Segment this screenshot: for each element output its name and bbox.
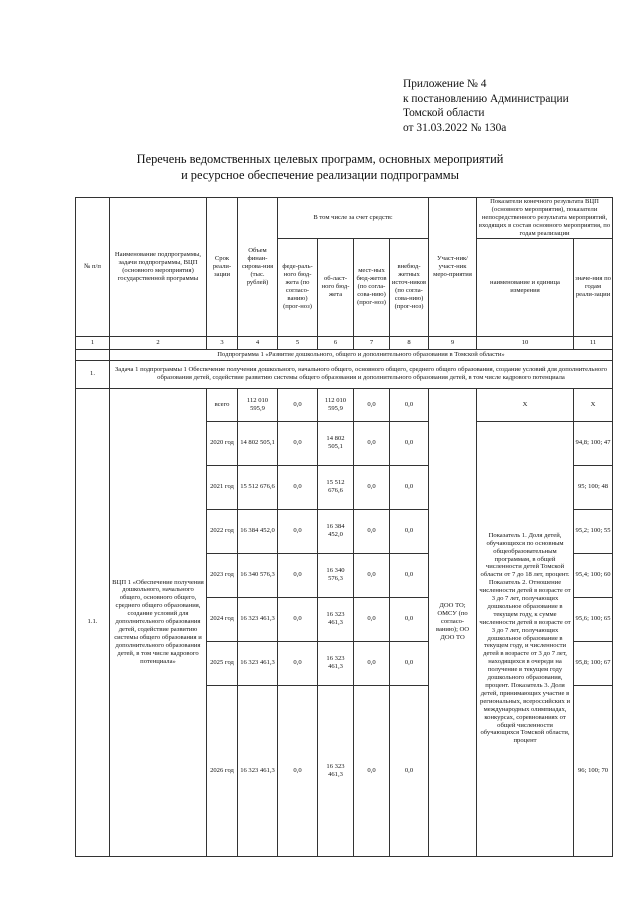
row-volume: 16 323 461,3 [238, 685, 278, 856]
row-term: 2025 год [207, 641, 238, 685]
row-local: 0,0 [354, 421, 390, 465]
item-name: ВЦП 1 «Обеспечение получения дошкольного, начального общего, основного общего, среднего общего образования, создание условий для дополнительного образования детей, содействие развитию системы общего образования и дополнительного образования детей, в том числе кадрового потенциала» [110, 388, 207, 856]
row-values: 95,2; 100; 55 [574, 509, 613, 553]
header-indicator-name: наименование и единица измерения [477, 238, 574, 336]
task-number: 1. [76, 360, 110, 388]
row-extra: 0,0 [390, 509, 429, 553]
header-extra: внебюд-жетных источ-ников (по согла-сова-нию) (прог-ноз) [390, 238, 429, 336]
subprogram-row [76, 349, 613, 360]
col-number: 7 [354, 336, 390, 349]
task-row [76, 360, 613, 388]
row-local: 0,0 [354, 553, 390, 597]
row-regional: 15 512 676,6 [318, 465, 354, 509]
appendix-line-2: к постановлению Администрации [403, 92, 569, 105]
row-values: 95,8; 100; 67 [574, 641, 613, 685]
row-federal: 0,0 [278, 553, 318, 597]
header-term: Срок реали-зации [207, 198, 238, 337]
row-local: 0,0 [354, 597, 390, 641]
header-regional: об-ласт-ного бюд-жета [318, 238, 354, 336]
row-regional: 16 323 461,3 [318, 641, 354, 685]
participant: ДОО ТО; ОМСУ (по согласо-ванию); ОО ДОО ТО [429, 388, 477, 856]
row-extra: 0,0 [390, 388, 429, 421]
row-regional: 112 010 595,9 [318, 388, 354, 421]
row-values: X [574, 388, 613, 421]
row-volume: 16 323 461,3 [238, 641, 278, 685]
subprogram-title: Подпрограмма 1 «Развитие дошкольного, общего и дополнительного образования в Томской области» [110, 349, 613, 360]
row-term: 2021 год [207, 465, 238, 509]
row-federal: 0,0 [278, 509, 318, 553]
row-extra: 0,0 [390, 553, 429, 597]
row-term: 2022 год [207, 509, 238, 553]
row-federal: 0,0 [278, 641, 318, 685]
col-number: 9 [429, 336, 477, 349]
appendix-header [403, 77, 569, 135]
row-local: 0,0 [354, 509, 390, 553]
row-extra: 0,0 [390, 685, 429, 856]
row-federal: 0,0 [278, 597, 318, 641]
row-regional: 16 340 576,3 [318, 553, 354, 597]
appendix-line-1: Приложение № 4 [403, 78, 487, 90]
item-number: 1.1. [76, 388, 110, 856]
col-number: 11 [574, 336, 613, 349]
col-number: 2 [110, 336, 207, 349]
row-local: 0,0 [354, 685, 390, 856]
row-term: 2023 год [207, 553, 238, 597]
row-federal: 0,0 [278, 685, 318, 856]
row-volume: 16 384 452,0 [238, 509, 278, 553]
row-volume: 16 323 461,3 [238, 597, 278, 641]
column-numbers-row [76, 336, 613, 349]
row-regional: 14 802 505,1 [318, 421, 354, 465]
header-num: № п/п [76, 198, 110, 337]
row-regional: 16 323 461,3 [318, 685, 354, 856]
row-values: 94,8; 100; 47 [574, 421, 613, 465]
row-term: 2020 год [207, 421, 238, 465]
indicator-text: Показатель 1. Доля детей, обучающихся по основным общеобразовательным программам, в общей численности детей Томской области от 7 до 18 лет, процент. Показатель 2. Отношение численности детей в возрасте от 3 до 7 лет, получающих дошкольное образование в текущем году, к сумме численности детей в возрасте от 3 до 7 лет, получающих дошкольное образование в текущем году, и численности детей в возрасте от 3 до 7 лет, находящихся в очереди на получение в текущем году дошкольного образования, процент. Показатель 3. Доля детей, принимающих участие в региональных, всероссийских и международных олимпиадах, конкурсах, соревнованиях от общей численности обучающихся Томской области, процент [477, 421, 574, 856]
row-term: всего [207, 388, 238, 421]
row-values: 95,6; 100; 65 [574, 597, 613, 641]
row-volume: 14 802 505,1 [238, 421, 278, 465]
col-number: 6 [318, 336, 354, 349]
header-volume: Объем финан-сирова-ния (тыс. рублей) [238, 198, 278, 337]
row-extra: 0,0 [390, 641, 429, 685]
col-number: 1 [76, 336, 110, 349]
page-title [0, 152, 640, 183]
row-regional: 16 384 452,0 [318, 509, 354, 553]
indicator-x: X [477, 388, 574, 421]
header-indicators: Показатели конечного результата ВЦП (основного мероприятия), показатели непосредственного результата мероприятий, входящих в состав основного мероприятия, по годам реализации [477, 198, 613, 239]
row-local: 0,0 [354, 388, 390, 421]
programs-table [75, 197, 613, 857]
header-federal: феде-раль-ного бюд-жета (по согласо-ванию) (прог-ноз) [278, 238, 318, 336]
row-federal: 0,0 [278, 421, 318, 465]
appendix-line-3: Томской области [403, 107, 485, 119]
header-indicator-values: значе-ния по годам реали-зации [574, 238, 613, 336]
appendix-line-4: от 31.03.2022 № 130а [403, 121, 507, 134]
row-local: 0,0 [354, 465, 390, 509]
row-values: 95,4; 100; 60 [574, 553, 613, 597]
row-volume: 16 340 576,3 [238, 553, 278, 597]
row-volume: 15 512 676,6 [238, 465, 278, 509]
row-values: 96; 100; 70 [574, 685, 613, 856]
row-local: 0,0 [354, 641, 390, 685]
task-text: Задача 1 подпрограммы 1 Обеспечение получения дошкольного, начального общего, основного общего, среднего общего образования, создание условий для дополнительного образования детей, содействие развитию системы общего образования и дополнительного образования детей, в том числе кадрового потенциала [110, 360, 613, 388]
col-number: 3 [207, 336, 238, 349]
table-row [76, 388, 613, 421]
header-name: Наименование подпрограммы, задачи подпрограммы, ВЦП (основного мероприятия) государственной программы [110, 198, 207, 337]
row-volume: 112 010 595,9 [238, 388, 278, 421]
row-term: 2024 год [207, 597, 238, 641]
row-regional: 16 323 461,3 [318, 597, 354, 641]
col-number: 5 [278, 336, 318, 349]
row-values: 95; 100; 48 [574, 465, 613, 509]
header-including: В том числе за счет средств: [278, 198, 429, 239]
row-federal: 0,0 [278, 465, 318, 509]
row-extra: 0,0 [390, 465, 429, 509]
col-number: 8 [390, 336, 429, 349]
row-term: 2026 год [207, 685, 238, 856]
header-participant: Участ-ник/ участ-ник меро-приятия [429, 198, 477, 337]
col-number: 4 [238, 336, 278, 349]
row-extra: 0,0 [390, 421, 429, 465]
col-number: 10 [477, 336, 574, 349]
title-line-2: и ресурсное обеспечение реализации подпрограммы [181, 167, 459, 182]
header-local: мест-ных бюд-жетов (по согла-сова-нию) (прог-ноз) [354, 238, 390, 336]
row-federal: 0,0 [278, 388, 318, 421]
row-extra: 0,0 [390, 597, 429, 641]
title-line-1: Перечень ведомственных целевых программ, основных мероприятий [136, 152, 504, 166]
